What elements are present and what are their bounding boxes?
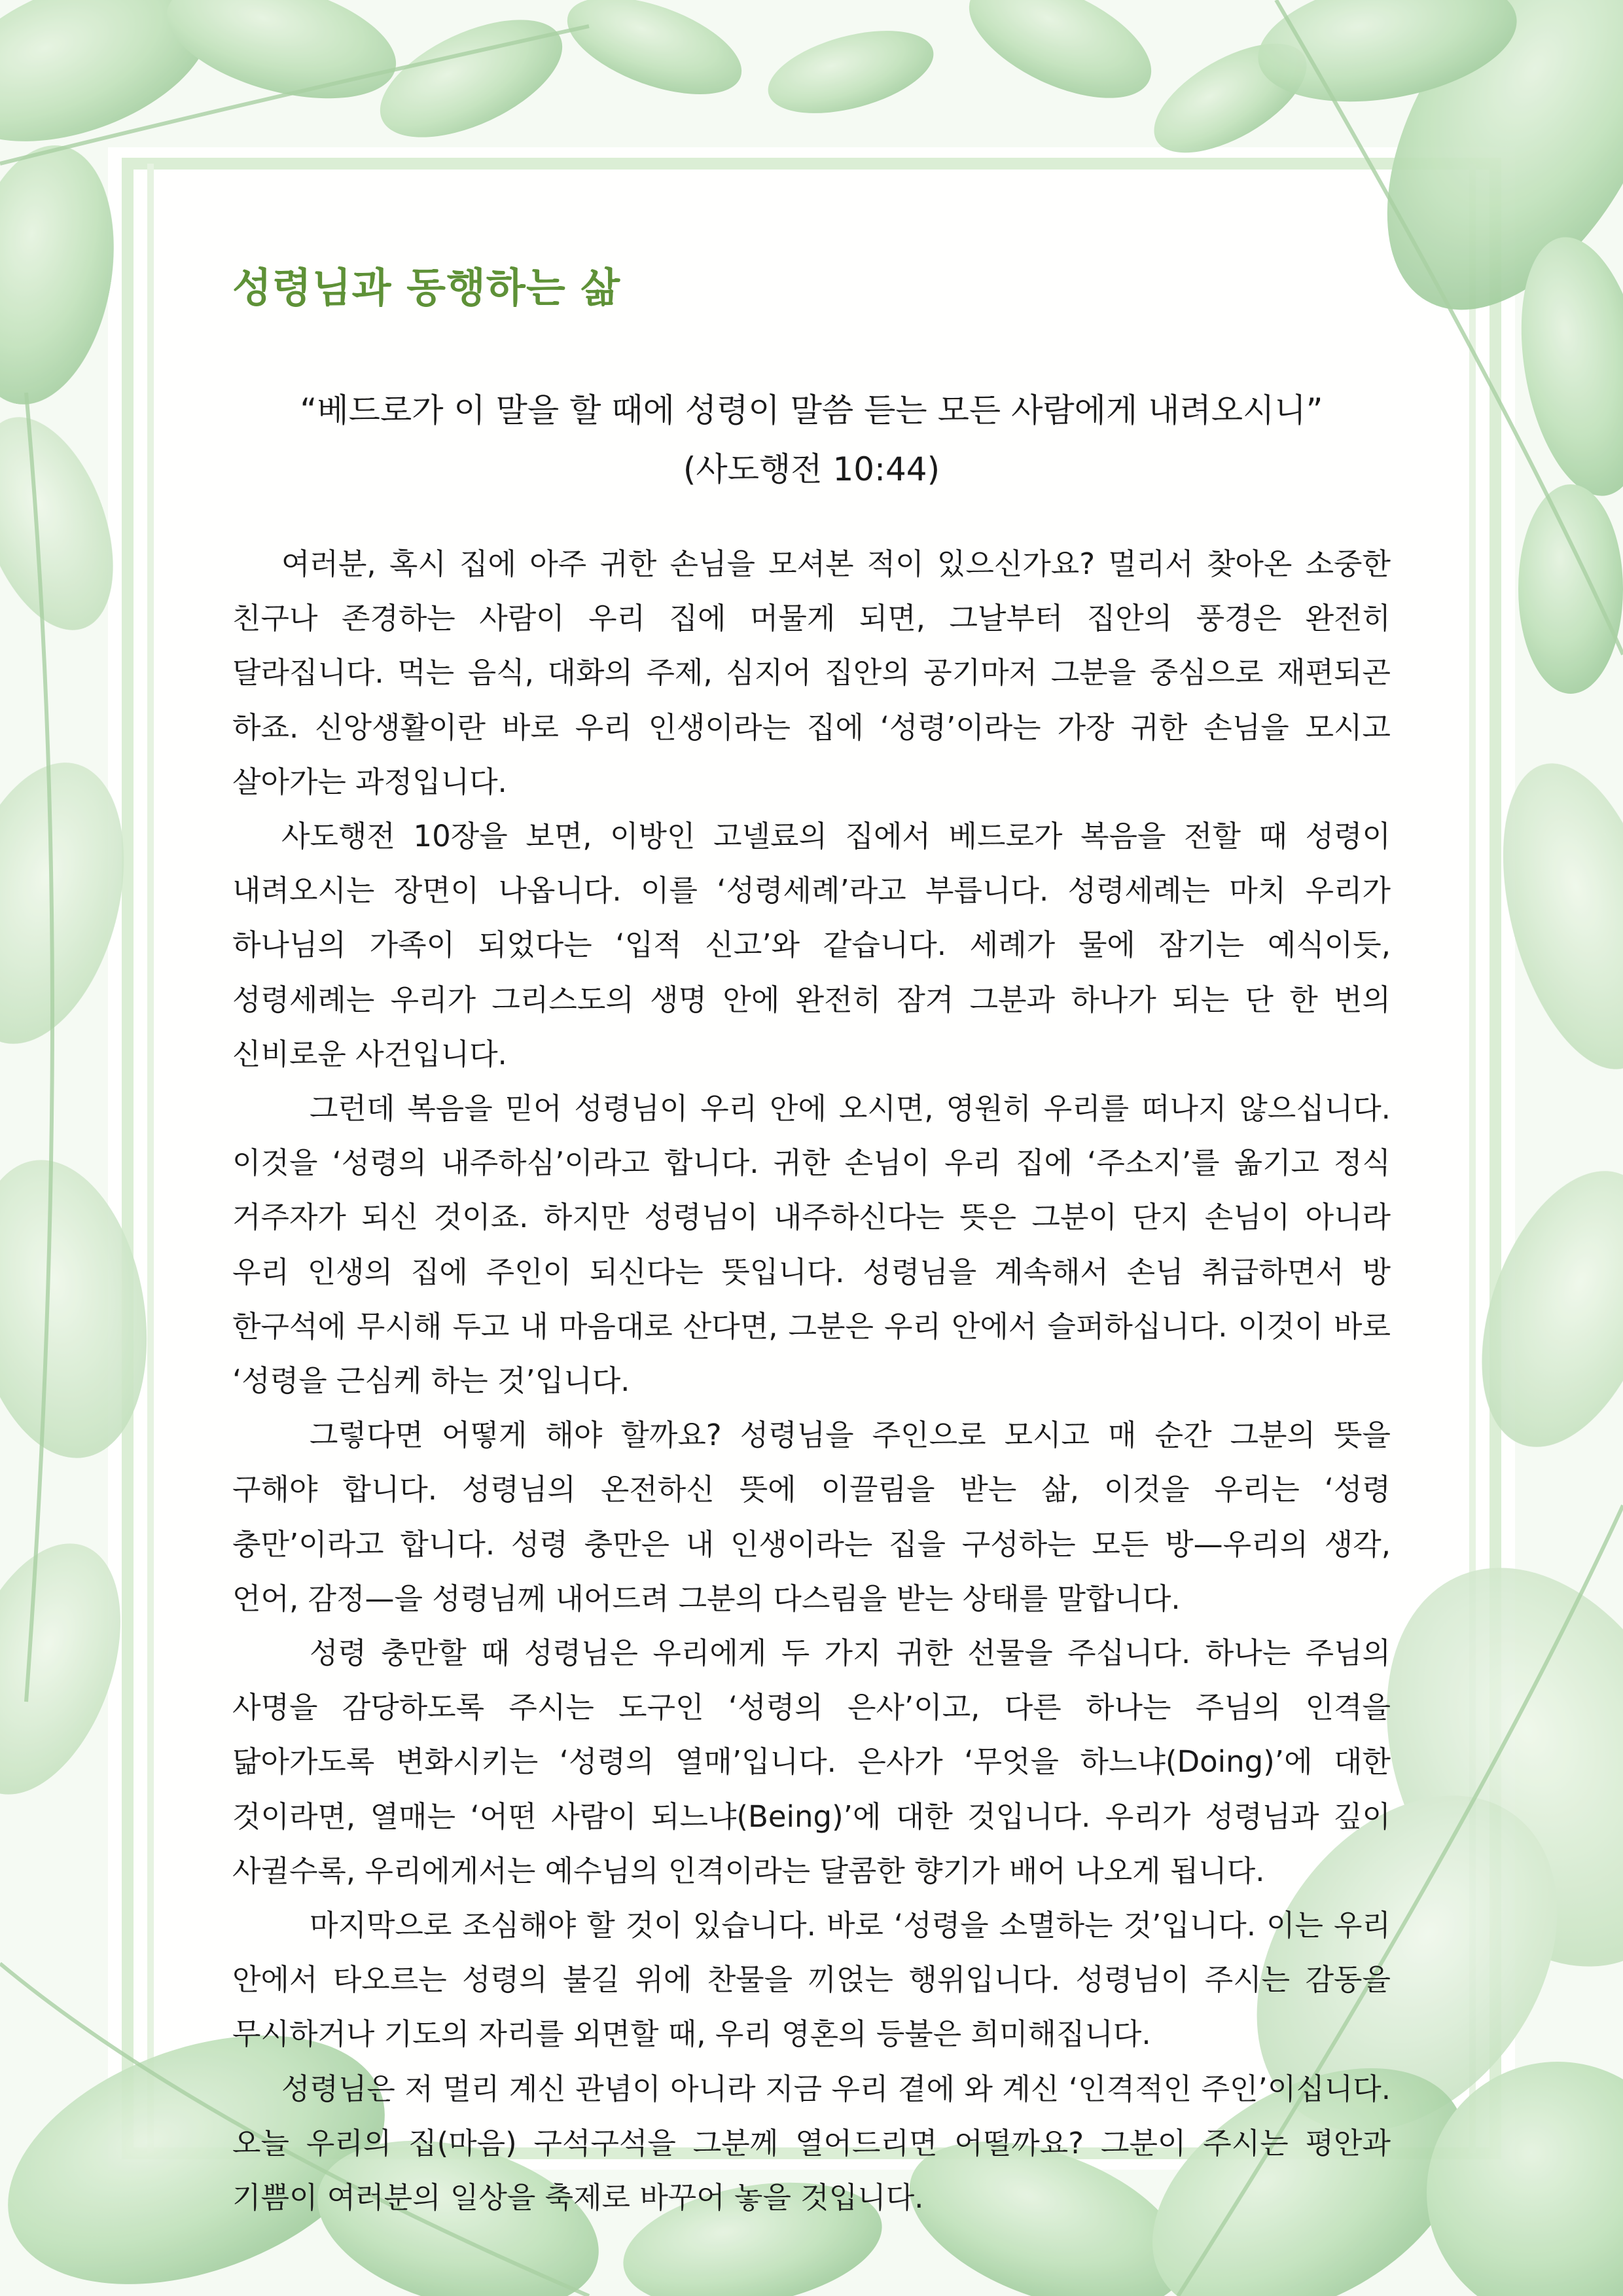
paragraph-7: 성령님은 저 멀리 계신 관념이 아니라 지금 우리 곁에 와 계신 ‘인격적인 주인’이십니다. 오늘 우리의 집(마음) 구석구석을 그분께 열어드리면 어떨까요? 그분이 주시는 평안과 기쁨이 여러분의 일상을 축제로 바꾸어 놓을 것입니다. [232, 2071, 1391, 2215]
scripture-reference: (사도행전 10:44) [683, 450, 940, 488]
paragraph-3: 그런데 복음을 믿어 성령님이 우리 안에 오시면, 영원히 우리를 떠나지 않으십니다. 이것을 ‘성령의 내주하심’이라고 합니다. 귀한 손님이 우리 집에 ‘주소지’를 옮기고 정식 거주자가 되신 것이죠. 하지만 성령님이 내주하신다는 뜻은 그분이 단지 손님이 아니라 우리 인생의 집에 주인이 되신다는 뜻입니다. 성령님을 계속해서 손님 취급하면서 방 한구석에 무시해 두고 내 마음대로 산다면, 그분은 우리 안에서 슬퍼하십니다. 이것이 바로 ‘성령을 근심케 하는 것’입니다. [232, 1091, 1391, 1399]
paragraph-6: 마지막으로 조심해야 할 것이 있습니다. 바로 ‘성령을 소멸하는 것’입니다. 이는 우리 안에서 타오르는 성령의 불길 위에 찬물을 끼얹는 행위입니다. 성령님이 주시는 감동을 무시하거나 기도의 자리를 외면할 때, 우리 영혼의 등불은 희미해집니다. [232, 1908, 1391, 2052]
paragraph-5: 성령 충만할 때 성령님은 우리에게 두 가지 귀한 선물을 주십니다. 하나는 주님의 사명을 감당하도록 주시는 도구인 ‘성령의 은사’이고, 다른 하나는 주님의 인격을 닮아가도록 변화시키는 ‘성령의 열매’입니다. 은사가 ‘무엇을 하느냐(Doing)’에 대한 것이라면, 열매는 ‘어떤 사람이 되느냐(Being)’에 대한 것입니다. 우리가 성령님과 깊이 사귈수록, 우리에게서는 예수님의 인격이라는 달콤한 향기가 배어 나오게 됩니다. [232, 1636, 1391, 1888]
scripture-quote: “베드로가 이 말을 할 때에 성령이 말씀 듣는 모든 사람에게 내려오시니” [300, 391, 1323, 429]
paragraph-4: 그렇다면 어떻게 해야 할까요? 성령님을 주인으로 모시고 매 순간 그분의 뜻을 구해야 합니다. 성령님의 온전하신 뜻에 이끌림을 받는 삶, 이것을 우리는 ‘성령 충만’이라고 합니다. 성령 충만은 내 인생이라는 집을 구성하는 모든 방—우리의 생각, 언어, 감정—을 성령님께 내어드려 그분의 다스림을 받는 상태를 말합니다. [232, 1418, 1391, 1616]
sermon-body [232, 537, 1391, 2225]
paragraph-1: 여러분, 혹시 집에 아주 귀한 손님을 모셔본 적이 있으신가요? 멀리서 찾아온 소중한 친구나 존경하는 사람이 우리 집에 머물게 되면, 그날부터 집안의 풍경은 완전히 달라집니다. 먹는 음식, 대화의 주제, 심지어 집안의 공기마저 그분을 중심으로 재편되곤 하죠. 신앙생활이란 바로 우리 인생이라는 집에 ‘성령’이라는 가장 귀한 손님을 모시고 살아가는 과정입니다. [232, 547, 1391, 799]
page-title: 성령님과 동행하는 삶 [232, 264, 621, 312]
paragraph-2: 사도행전 10장을 보면, 이방인 고넬료의 집에서 베드로가 복음을 전할 때 성령이 내려오시는 장면이 나옵니다. 이를 ‘성령세례’라고 부릅니다. 성령세례는 마치 우리가 하나님의 가족이 되었다는 ‘입적 신고’와 같습니다. 세례가 물에 잠기는 예식이듯, 성령세례는 우리가 그리스도의 생명 안에 완전히 잠겨 그분과 하나가 되는 단 한 번의 신비로운 사건입니다. [232, 819, 1391, 1071]
